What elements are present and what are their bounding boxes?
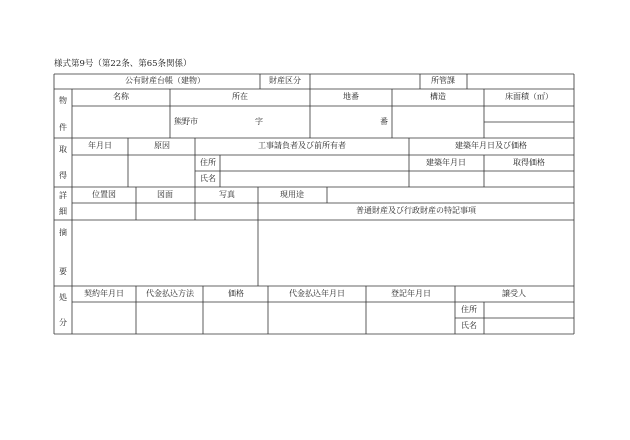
acquisition-price-label: 取得価格: [513, 158, 545, 167]
department-label: 所管課: [431, 76, 455, 85]
summary-side-2: 要: [59, 267, 67, 276]
special-notes-label: 普通財産及び行政財産の特記事項: [356, 206, 476, 215]
category-label: 財産区分: [269, 76, 301, 85]
drawing-label: 図面: [157, 190, 173, 199]
details-side-2: 細: [59, 207, 67, 216]
acquisition-side-2: 得: [59, 171, 67, 180]
acquisition-side-1: 取: [59, 145, 67, 154]
disposal-side-2: 分: [59, 318, 67, 327]
acquisition-cause-label: 原因: [154, 141, 170, 150]
transferee-label: 譲受人: [502, 289, 526, 298]
site-plan-label: 位置図: [92, 190, 116, 199]
disposal-side-1: 処: [59, 293, 67, 302]
details-side-1: 詳: [59, 191, 67, 200]
ledger-title: 公有財産台帳（建物）: [125, 76, 205, 85]
current-use-label: 現用途: [280, 190, 304, 199]
payment-date-label: 代金払込年月日: [289, 289, 345, 298]
property-city: 熊野市: [174, 117, 198, 126]
property-side-1: 物: [59, 96, 67, 105]
photo-label: 写真: [219, 190, 235, 199]
property-location-label: 所在: [232, 92, 248, 101]
payment-method-label: 代金払込方法: [146, 289, 194, 298]
form-number: 様式第9号（第22条、第65条関係）: [54, 59, 192, 69]
property-ban: 番: [380, 117, 388, 126]
disposal-price-label: 価格: [228, 289, 244, 298]
contractor-label: 工事請負者及び前所有者: [258, 141, 346, 150]
contractor-name-label: 氏名: [200, 174, 216, 183]
property-floor-area-label: 床面積（㎡）: [505, 92, 553, 101]
contract-date-label: 契約年月日: [84, 289, 124, 298]
contractor-address-label: 住所: [200, 158, 216, 167]
property-lot-label: 地番: [343, 92, 359, 101]
property-aza: 字: [255, 117, 263, 126]
registration-date-label: 登記年月日: [391, 289, 431, 298]
build-date-label: 建築年月日: [426, 158, 466, 167]
property-side-2: 件: [59, 123, 67, 132]
transferee-address-label: 住所: [461, 305, 477, 314]
build-date-price-label: 建築年月日及び価格: [455, 141, 527, 150]
property-structure-label: 構造: [430, 92, 446, 101]
transferee-name-label: 氏名: [461, 321, 477, 330]
acquisition-date-label: 年月日: [88, 141, 112, 150]
summary-side-1: 摘: [59, 228, 67, 237]
property-name-label: 名称: [113, 92, 129, 101]
